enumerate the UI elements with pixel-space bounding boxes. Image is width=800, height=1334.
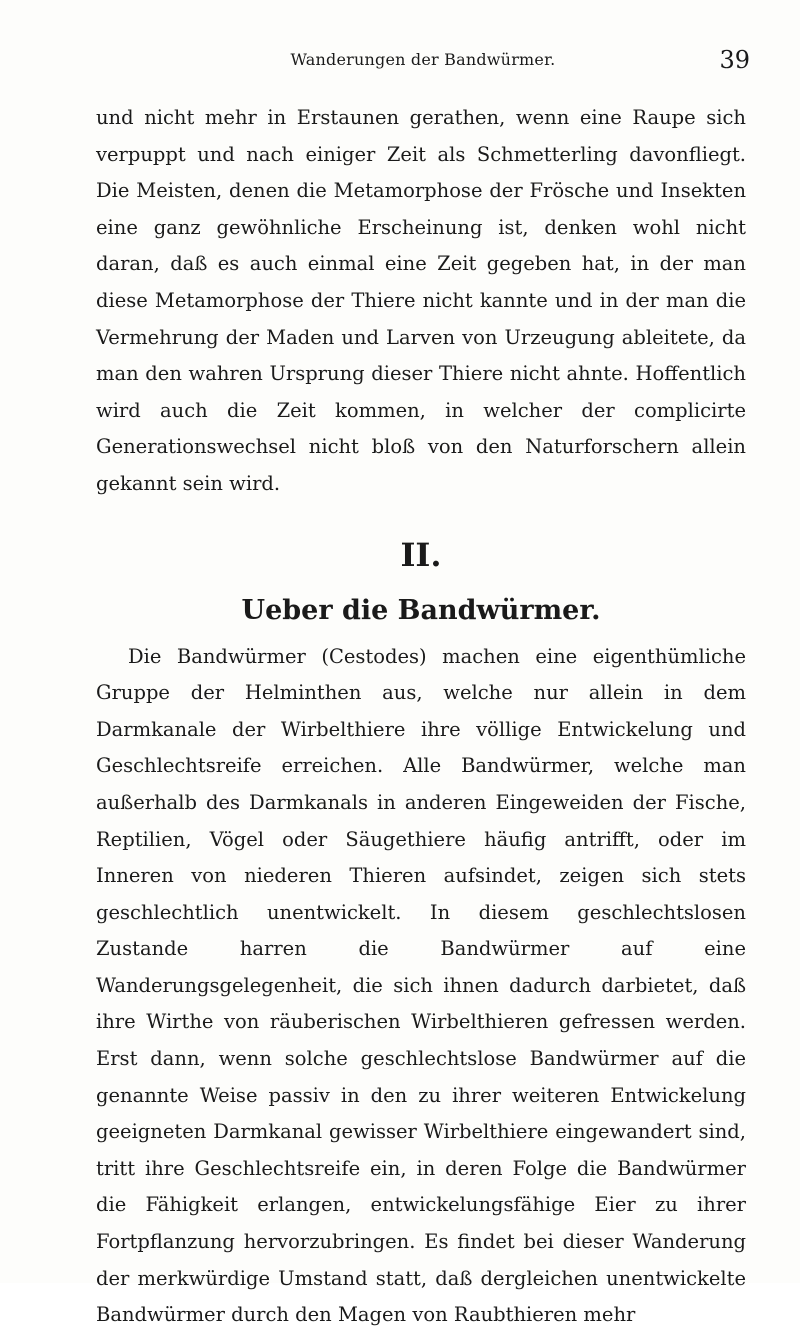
section-title: Ueber die Bandwürmer.	[241, 594, 601, 626]
paragraph: Die Bandwürmer (Cestodes) machen eine eigenthümliche Gruppe der Helminthen aus, welche nur allein in dem Darmkanale der Wirbelthiere ihre völlige Entwickelung und Geschlechtsreife erreichen. Alle Bandwürmer, welche man außerhalb des Darmkanals in anderen Eingeweiden der Fische, Reptilien, Vögel oder Säugethiere häufig antrifft, oder im Inneren von niederen Thieren aufsindet, zeigen sich stets geschlechtlich unentwickelt. In diesem geschlechtslosen Zustande harren die Bandwürmer auf eine Wanderungsgelegenheit, die sich ihnen dadurch darbietet, daß ihre Wirthe von räuberischen Wirbelthieren gefressen werden. Erst dann, wenn solche geschlechtslose Bandwürmer auf die genannte Weise passiv in den zu ihrer weiteren Entwickelung geeigneten Darmkanal gewisser Wirbelthiere eingewandert sind, tritt ihre Geschlechtsreife ein, in deren Folge die Bandwürmer die Fähigkeit erlangen, entwickelungsfähige Eier zu ihrer Fortpflanzung hervorzubringen. Es findet bei dieser Wanderung der merkwürdige Umstand statt, daß dergleichen unentwickelte Bandwürmer durch den Magen von Raubthieren mehr	[96, 644, 746, 1327]
running-head	[96, 46, 750, 86]
running-title: Wanderungen der Bandwürmer.	[290, 50, 556, 69]
body-text	[96, 100, 746, 1334]
section-number: II.	[400, 535, 442, 574]
page-number: 39	[719, 46, 750, 74]
paragraph-continued: und nicht mehr in Erstaunen gerathen, wenn eine Raupe sich verpuppt und nach einiger Zeit als Schmetterling davonfliegt. Die Meisten, denen die Metamorphose der Frösche und Insekten eine ganz gewöhnliche Erscheinung ist, denken wohl nicht daran, daß es auch einmal eine Zeit gegeben hat, in der man diese Metamorphose der Thiere nicht kannte und in der man die Vermehrung der Maden und Larven von Urzeugung ableitete, da man den wahren Ursprung dieser Thiere nicht ahnte. Hoffentlich wird auch die Zeit kommen, in welcher der complicirte Generationswechsel nicht bloß von den Naturforschern allein gekannt sein wird.	[96, 106, 746, 495]
